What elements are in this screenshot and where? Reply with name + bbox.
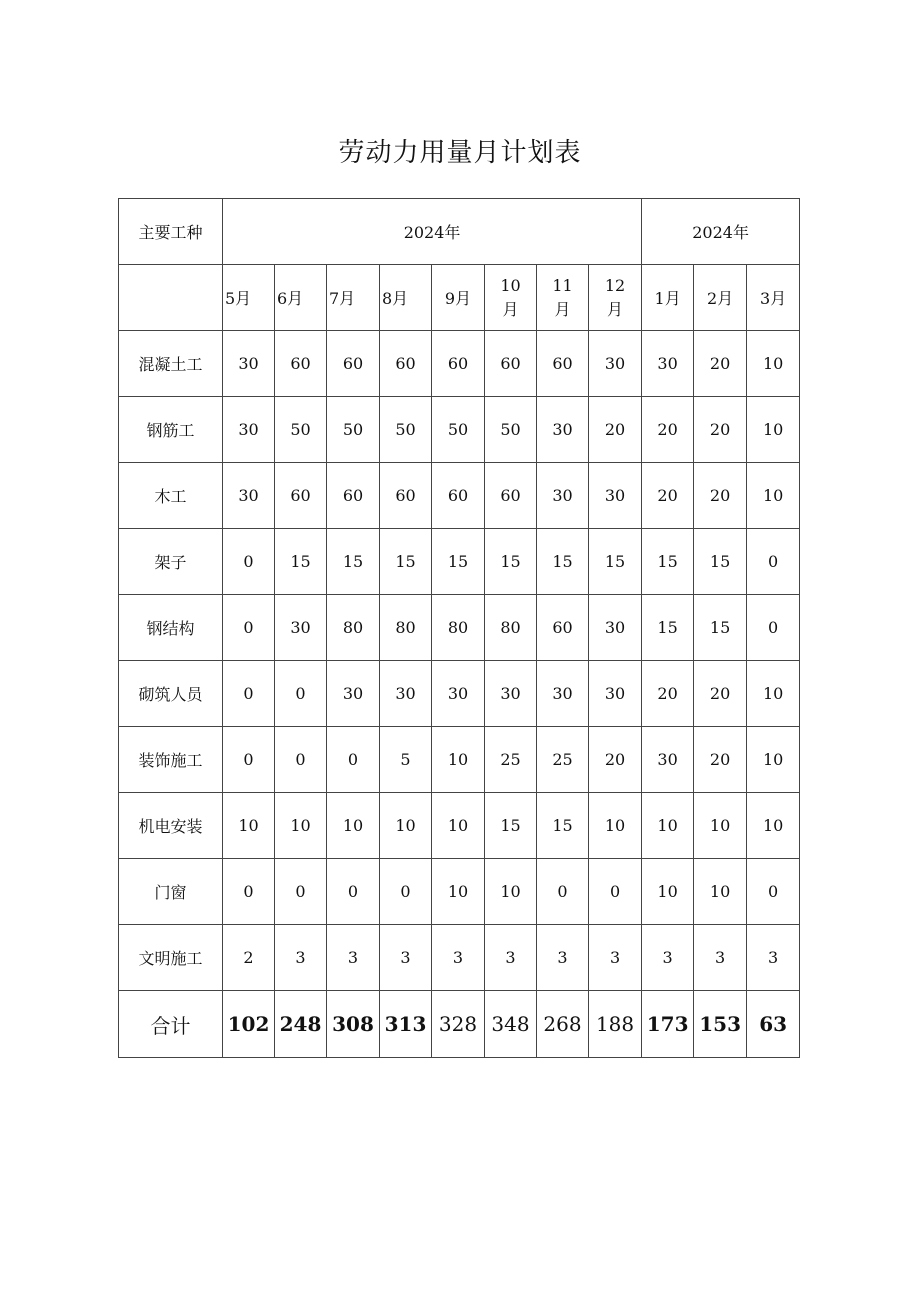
- table-cell: 20: [589, 397, 642, 463]
- table-cell: 10: [747, 727, 800, 793]
- trade-name: 木工: [119, 463, 223, 529]
- table-cell: 20: [642, 661, 694, 727]
- table-cell: 80: [432, 595, 485, 661]
- table-cell: 0: [275, 727, 327, 793]
- table-cell: 3: [537, 925, 589, 991]
- table-cell: 30: [432, 661, 485, 727]
- month-header: 10 月: [485, 265, 537, 331]
- total-cell: 308: [327, 991, 380, 1058]
- table-cell: 2: [223, 925, 275, 991]
- table-cell: 10: [432, 793, 485, 859]
- table-cell: 0: [223, 529, 275, 595]
- table-cell: 0: [275, 661, 327, 727]
- trade-name: 门窗: [119, 859, 223, 925]
- year-group-1: 2024年: [223, 199, 642, 265]
- table-cell: 3: [432, 925, 485, 991]
- table-cell: 80: [380, 595, 432, 661]
- table-cell: 30: [327, 661, 380, 727]
- table-cell: 3: [380, 925, 432, 991]
- table-cell: 80: [485, 595, 537, 661]
- total-cell: 328: [432, 991, 485, 1058]
- table-cell: 10: [589, 793, 642, 859]
- table-cell: 5: [380, 727, 432, 793]
- table-cell: 20: [642, 397, 694, 463]
- table-cell: 10: [327, 793, 380, 859]
- table-cell: 0: [223, 595, 275, 661]
- trade-name: 钢结构: [119, 595, 223, 661]
- table-cell: 0: [537, 859, 589, 925]
- table-cell: 10: [694, 859, 747, 925]
- table-cell: 0: [223, 859, 275, 925]
- trade-name: 钢筋工: [119, 397, 223, 463]
- table-cell: 60: [432, 331, 485, 397]
- header-row-years: [119, 199, 800, 265]
- table-cell: 10: [747, 661, 800, 727]
- table-cell: 3: [589, 925, 642, 991]
- table-cell: 3: [327, 925, 380, 991]
- table-row: [119, 793, 800, 859]
- total-label: 合计: [119, 991, 223, 1058]
- table-cell: 30: [275, 595, 327, 661]
- table-cell: 20: [694, 397, 747, 463]
- table-cell: 0: [747, 595, 800, 661]
- table-cell: 15: [327, 529, 380, 595]
- table-row: [119, 595, 800, 661]
- trade-name: 机电安装: [119, 793, 223, 859]
- total-cell: 63: [747, 991, 800, 1058]
- table-cell: 60: [537, 595, 589, 661]
- table-cell: 30: [485, 661, 537, 727]
- month-header: 12 月: [589, 265, 642, 331]
- table-cell: 20: [694, 661, 747, 727]
- month-header: 3月: [747, 265, 800, 331]
- trade-name: 架子: [119, 529, 223, 595]
- table-cell: 60: [327, 463, 380, 529]
- table-cell: 10: [642, 859, 694, 925]
- table-cell: 60: [327, 331, 380, 397]
- year-group-2: 2024年: [642, 199, 800, 265]
- table-cell: 0: [747, 529, 800, 595]
- table-cell: 0: [589, 859, 642, 925]
- trade-name: 混凝土工: [119, 331, 223, 397]
- table-cell: 50: [275, 397, 327, 463]
- table-cell: 0: [223, 727, 275, 793]
- trade-header: 主要工种: [119, 199, 223, 265]
- table-cell: 10: [694, 793, 747, 859]
- table-cell: 15: [642, 595, 694, 661]
- table-cell: 15: [432, 529, 485, 595]
- table-cell: 3: [485, 925, 537, 991]
- table-row: [119, 397, 800, 463]
- total-cell: 248: [275, 991, 327, 1058]
- table-cell: 60: [380, 463, 432, 529]
- total-cell: 173: [642, 991, 694, 1058]
- table-cell: 10: [380, 793, 432, 859]
- table-cell: 20: [642, 463, 694, 529]
- table-row: [119, 661, 800, 727]
- table-cell: 20: [694, 331, 747, 397]
- table-cell: 15: [485, 793, 537, 859]
- total-cell: 188: [589, 991, 642, 1058]
- table-cell: 25: [485, 727, 537, 793]
- table-cell: 30: [537, 661, 589, 727]
- table-cell: 15: [537, 793, 589, 859]
- trade-name: 砌筑人员: [119, 661, 223, 727]
- header-row-months: [119, 265, 800, 331]
- table-cell: 30: [589, 463, 642, 529]
- total-cell: 348: [485, 991, 537, 1058]
- table-cell: 10: [747, 397, 800, 463]
- table-row: [119, 859, 800, 925]
- table-row: [119, 529, 800, 595]
- table-cell: 60: [275, 463, 327, 529]
- table-cell: 30: [537, 397, 589, 463]
- table-cell: 15: [642, 529, 694, 595]
- table-cell: 60: [485, 463, 537, 529]
- trade-name: 装饰施工: [119, 727, 223, 793]
- month-header: 9月: [432, 265, 485, 331]
- table-cell: 0: [223, 661, 275, 727]
- table-cell: 50: [380, 397, 432, 463]
- table-cell: 30: [589, 595, 642, 661]
- table-cell: 3: [747, 925, 800, 991]
- table-cell: 20: [694, 463, 747, 529]
- table-cell: 0: [275, 859, 327, 925]
- table-cell: 30: [223, 463, 275, 529]
- month-header: 11 月: [537, 265, 589, 331]
- table-cell: 30: [642, 331, 694, 397]
- table-row: [119, 463, 800, 529]
- month-header: 6月: [275, 265, 327, 331]
- table-cell: 20: [589, 727, 642, 793]
- table-cell: 15: [537, 529, 589, 595]
- table-cell: 10: [485, 859, 537, 925]
- table-cell: 50: [432, 397, 485, 463]
- table-row: [119, 727, 800, 793]
- table-cell: 0: [380, 859, 432, 925]
- table-cell: 10: [223, 793, 275, 859]
- total-cell: 313: [380, 991, 432, 1058]
- table-row: [119, 925, 800, 991]
- total-cell: 153: [694, 991, 747, 1058]
- table-cell: 30: [223, 397, 275, 463]
- table-cell: 60: [485, 331, 537, 397]
- labor-plan-table: [118, 198, 800, 1058]
- table-cell: 0: [327, 727, 380, 793]
- table-cell: 30: [589, 661, 642, 727]
- table-cell: 30: [589, 331, 642, 397]
- table-cell: 15: [380, 529, 432, 595]
- month-header: 2月: [694, 265, 747, 331]
- table-cell: 10: [275, 793, 327, 859]
- total-cell: 268: [537, 991, 589, 1058]
- table-cell: 15: [485, 529, 537, 595]
- table-cell: 3: [694, 925, 747, 991]
- table-cell: 10: [747, 793, 800, 859]
- table-cell: 3: [642, 925, 694, 991]
- month-header: 5月: [223, 265, 275, 331]
- total-cell: 102: [223, 991, 275, 1058]
- table-cell: 60: [380, 331, 432, 397]
- month-header: 1月: [642, 265, 694, 331]
- month-header: 7月: [327, 265, 380, 331]
- table-cell: 60: [537, 331, 589, 397]
- table-cell: 25: [537, 727, 589, 793]
- table-cell: 3: [275, 925, 327, 991]
- table-cell: 0: [747, 859, 800, 925]
- table-cell: 15: [694, 595, 747, 661]
- table-cell: 50: [485, 397, 537, 463]
- table-cell: 10: [432, 859, 485, 925]
- empty-header-cell: [119, 265, 223, 331]
- table-cell: 0: [327, 859, 380, 925]
- table-cell: 30: [537, 463, 589, 529]
- page-title: 劳动力用量月计划表: [338, 138, 582, 168]
- table-cell: 10: [747, 331, 800, 397]
- table-row: [119, 331, 800, 397]
- month-header: 8月: [380, 265, 432, 331]
- total-row: [119, 991, 800, 1058]
- table-cell: 60: [275, 331, 327, 397]
- table-cell: 15: [275, 529, 327, 595]
- table-cell: 30: [642, 727, 694, 793]
- table-cell: 10: [642, 793, 694, 859]
- trade-name: 文明施工: [119, 925, 223, 991]
- table-cell: 50: [327, 397, 380, 463]
- table-cell: 10: [747, 463, 800, 529]
- table-cell: 30: [223, 331, 275, 397]
- table-cell: 15: [589, 529, 642, 595]
- table-cell: 20: [694, 727, 747, 793]
- table-cell: 60: [432, 463, 485, 529]
- table-cell: 15: [694, 529, 747, 595]
- table-cell: 10: [432, 727, 485, 793]
- table-cell: 30: [380, 661, 432, 727]
- table-cell: 80: [327, 595, 380, 661]
